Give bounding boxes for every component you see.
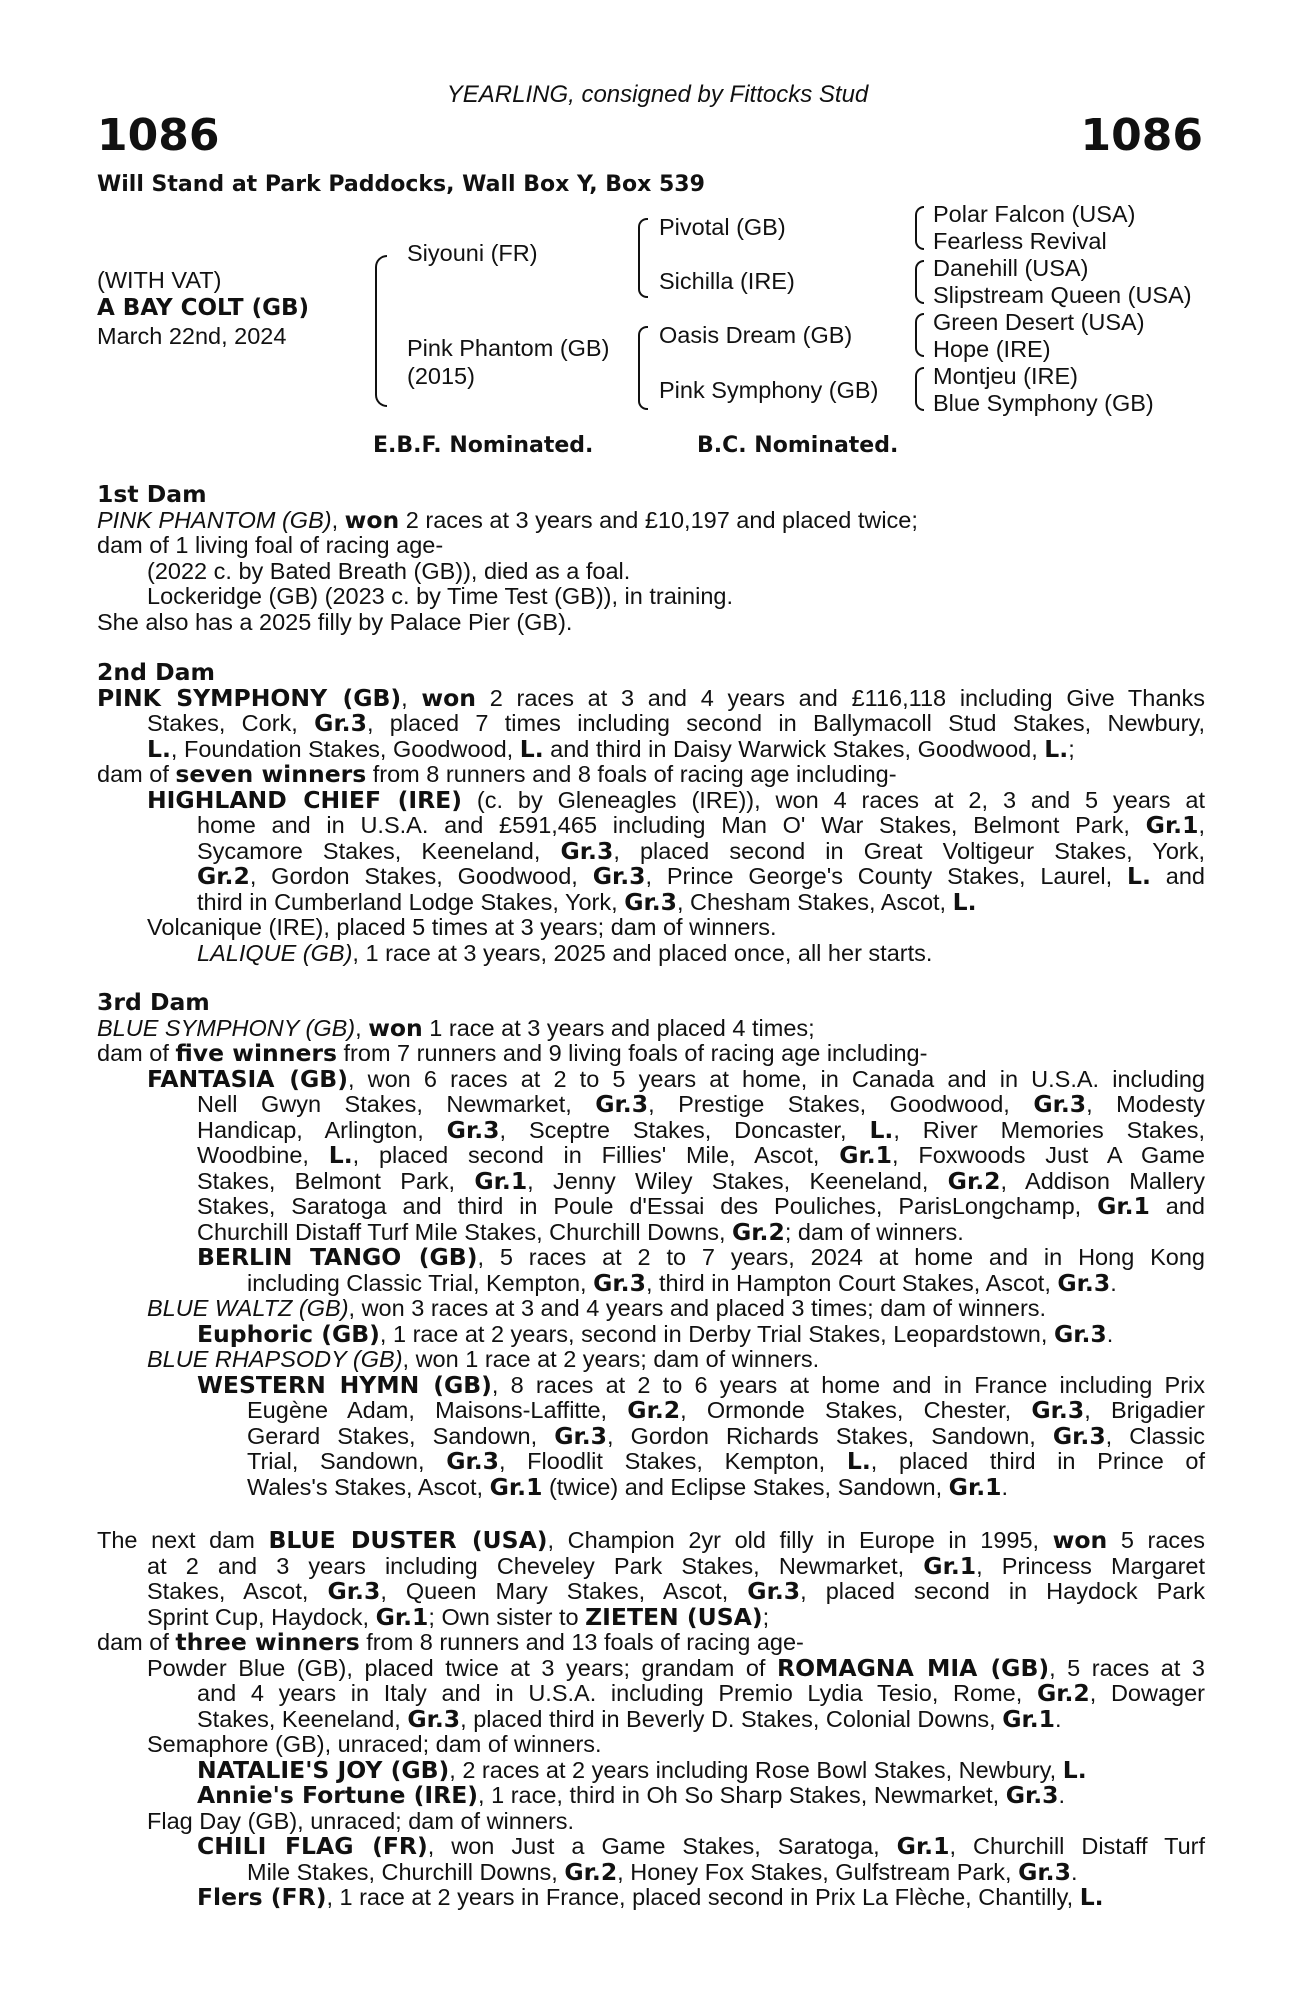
grade-badge: Gr.1 — [839, 1141, 893, 1169]
race-text: , won 1 race at 2 years; dam of winners. — [402, 1346, 820, 1372]
race-text: , 1 race at 3 years, 2025 and placed once, all her starts. — [352, 939, 933, 966]
dam-parents-brace — [638, 326, 648, 410]
winners-count: three winners — [175, 1628, 360, 1656]
race-text: Trial, Sandown, — [247, 1448, 447, 1474]
progeny-name: WESTERN HYMN (GB) — [197, 1370, 492, 1399]
progeny-entry: Volcanique (IRE), placed 5 times at 3 years; dam of winners. — [147, 914, 777, 940]
race-text: . — [1055, 1705, 1062, 1732]
grade-badge: Gr.3 — [314, 709, 367, 737]
race-text: , Princess Margaret — [976, 1552, 1206, 1579]
race-text: home and in U.S.A. and £591,465 including Man O' War Stakes, Belmont Park, — [197, 812, 1146, 838]
race-text: , 1 race at 2 years in France, placed second in Prix La Flèche, Chantilly, — [326, 1884, 1080, 1910]
grade-badge: Gr.3 — [595, 1090, 649, 1118]
progeny-name: ROMAGNA MIA (GB) — [776, 1653, 1050, 1682]
grade-badge: Gr.3 — [592, 862, 646, 890]
horse-name: A BAY COLT (GB) — [97, 295, 310, 321]
race-text: , Foxwoods Just A Game — [892, 1142, 1205, 1168]
grade-badge: Gr.3 — [446, 1115, 500, 1144]
race-text: , Queen Mary Stakes, Ascot, — [380, 1578, 748, 1604]
race-text: Handicap, Arlington, — [197, 1116, 447, 1143]
race-text: third in Cumberland Lodge Stakes, York, — [197, 888, 625, 915]
race-text: and third in Daisy Warwick Stakes, Goodwood, — [543, 735, 1045, 762]
progeny-name: BLUE RHAPSODY (GB) — [147, 1346, 403, 1372]
race-text: , — [1198, 812, 1205, 838]
grade-badge: Gr.1 — [948, 1472, 1002, 1501]
vat-note: (WITH VAT) — [97, 267, 222, 293]
grade-badge: Gr.3 — [446, 1447, 499, 1475]
race-text: Stakes, Ascot, — [147, 1578, 328, 1604]
grade-badge: L. — [846, 1447, 871, 1475]
race-text: ; dam of winners. — [784, 1218, 964, 1245]
race-text: and — [1150, 863, 1205, 889]
race-text: Wales's Stakes, Ascot, — [247, 1473, 490, 1500]
race-record: 1 race at 3 years and placed 4 times; — [422, 1014, 815, 1041]
grade-badge: Gr.1 — [1145, 811, 1199, 839]
grade-badge: Gr.2 — [732, 1217, 785, 1246]
grade-badge: Gr.1 — [1002, 1704, 1056, 1733]
dam-name: PINK PHANTOM (GB) — [97, 506, 332, 533]
produce-text: dam of — [97, 761, 176, 787]
produce-text: from 7 runners and 9 living foals of racing age including- — [336, 1040, 928, 1066]
granddam-dam: Pink Symphony (GB) — [659, 377, 879, 403]
dam-name: BLUE DUSTER (USA) — [268, 1526, 548, 1554]
brace-gen4-3 — [915, 313, 924, 357]
race-text: . — [1106, 1320, 1114, 1347]
grade-badge: Gr.2 — [627, 1396, 681, 1424]
race-text: , placed third in Beverly D. Stakes, Colonial Downs, — [460, 1705, 1003, 1732]
progeny-name: BLUE WALTZ (GB) — [147, 1295, 349, 1321]
section-heading: 2nd Dam — [97, 658, 215, 686]
won-label: won — [368, 1013, 423, 1042]
gen4-8: Blue Symphony (GB) — [933, 390, 1154, 416]
race-text: . — [1110, 1269, 1117, 1296]
race-text: Stakes, Cork, — [147, 710, 315, 736]
grade-badge: Gr.1 — [1097, 1192, 1150, 1220]
brace-gen4-1 — [915, 206, 924, 250]
race-text: , won Just a Game Stakes, Saratoga, — [427, 1833, 897, 1859]
race-text: Sprint Cup, Haydock, — [147, 1603, 376, 1630]
produce-entry: Lockeridge (GB) (2023 c. by Time Test (GB)), in training. — [147, 583, 733, 609]
race-text: , placed third in Prince of — [870, 1448, 1206, 1474]
grade-badge: L. — [1079, 1883, 1104, 1911]
race-text: , Champion 2yr old filly in Europe in 1995, — [547, 1527, 1053, 1553]
race-text: , 1 race, third in Oh So Sharp Stakes, Newmarket, — [478, 1782, 1006, 1808]
produce-intro: dam of 1 living foal of racing age- — [97, 532, 444, 558]
race-text: , Gordon Stakes, Goodwood, — [249, 863, 593, 889]
race-text: at 2 and 3 years including Cheveley Park Stakes, Newmarket, — [147, 1552, 924, 1579]
race-text: , Chesham Stakes, Ascot, — [677, 888, 953, 915]
grade-badge: Gr.3 — [1018, 1857, 1071, 1886]
grade-badge: Gr.3 — [747, 1577, 801, 1605]
winners-count: five winners — [175, 1039, 337, 1067]
gen4-2: Fearless Revival — [933, 228, 1107, 254]
race-text: Nell Gwyn Stakes, Newmarket, — [197, 1091, 596, 1117]
progeny-name: LALIQUE (GB) — [197, 939, 353, 966]
grade-badge: L. — [1127, 862, 1151, 890]
race-text: , Prince George's County Stakes, Laurel, — [645, 863, 1128, 889]
won-label: won — [344, 505, 400, 534]
grade-badge: Gr.1 — [896, 1832, 950, 1860]
progeny-name: CHILI FLAG (FR) — [197, 1832, 428, 1860]
bc-nomination: B.C. Nominated. — [697, 433, 899, 458]
second-dam-section: 2nd Dam PINK SYMPHONY (GB), won 2 races at 3 and 4 years and £116,118 including Give Thanks Stakes, Cork, Gr.3, placed 7 times including second in Ballymacoll Stud Stakes, Newbury, L., Foundation Stakes, Goodwood, L. and third in Daisy Warwick Stakes, Goodwood, L.; dam of seven winners from 8 runners and 8 foals of racing age including- HIGHLAND CHIEF (IRE) (c. by Gleneagles (IRE)), won 4 races at 2, 3 and 5 years at home and in U.S.A. and £591,465 including Man O' War Stakes, Belmont Park, Gr.1, Sycamore Stakes, Keeneland, Gr.3, placed second in Great Voltigeur Stakes, York, Gr.2, Gordon Stakes, Goodwood, Gr.3, Prince George's County Stakes, Laurel, L. and third in Cumberland Lodge Stakes, York, Gr.3, Chesham Stakes, Ascot, L. Volcanique (IRE), placed 5 times at 3 years; dam of winners. LALIQUE (GB), 1 race at 3 years, 2025 and placed once, all her starts. — [97, 658, 1206, 966]
gen4-4: Slipstream Queen (USA) — [933, 282, 1192, 308]
grade-badge: L. — [869, 1115, 894, 1144]
grade-badge: Gr.1 — [489, 1472, 543, 1501]
won-label: won — [421, 683, 476, 712]
lot-number-right: 1086 — [1080, 110, 1203, 161]
grade-badge: Gr.3 — [327, 1577, 381, 1605]
progeny-name: FANTASIA (GB) — [147, 1064, 348, 1093]
grade-badge: L. — [519, 734, 544, 763]
produce-entry: (2022 c. by Bated Breath (GB)), died as a foal. — [147, 557, 631, 584]
race-text: Eugène Adam, Maisons-Laffitte, — [247, 1397, 628, 1423]
race-text: The next dam — [97, 1527, 269, 1553]
race-text: including Classic Trial, Kempton, — [247, 1269, 594, 1296]
produce-text: dam of — [97, 1040, 176, 1066]
grade-badge: Gr.3 — [1052, 1421, 1106, 1450]
race-text: , Dowager — [1089, 1680, 1205, 1706]
race-text: and 4 years in Italy and in U.S.A. including Premio Lydia Tesio, Rome, — [197, 1680, 1037, 1706]
dam-year: (2015) — [407, 363, 475, 389]
race-text: , 1 race at 2 years, second in Derby Trial Stakes, Leopardstown, — [379, 1320, 1054, 1347]
ebf-nomination: E.B.F. Nominated. — [373, 433, 594, 458]
race-text: ; Own sister to — [428, 1603, 586, 1630]
progeny-entry: Flag Day (GB), unraced; dam of winners. — [147, 1807, 575, 1834]
brace-gen4-2 — [915, 260, 924, 304]
dam-name: Pink Phantom (GB) — [407, 335, 610, 361]
race-text: , Foundation Stakes, Goodwood, — [170, 735, 520, 762]
catalogue-subtitle: YEARLING, consigned by Fittocks Stud — [446, 81, 869, 108]
won-label: won — [1052, 1526, 1108, 1554]
lot-number-left: 1086 — [97, 110, 220, 161]
grade-badge: L. — [1044, 734, 1069, 763]
grade-badge: Gr.3 — [554, 1421, 608, 1450]
race-text: and — [1149, 1193, 1205, 1219]
grandsire-sire: Pivotal (GB) — [659, 214, 786, 240]
sire-dam-brace — [375, 255, 387, 407]
race-record: 2 races at 3 years and £10,197 and placed twice; — [399, 506, 918, 533]
race-text: , placed second in Haydock Park — [800, 1578, 1205, 1604]
race-text: , Brigadier — [1084, 1397, 1206, 1423]
race-text: , Addison Mallery — [1000, 1167, 1205, 1194]
race-text: , Modesty — [1086, 1091, 1205, 1117]
gen4-1: Polar Falcon (USA) — [933, 201, 1136, 227]
grade-badge: Gr.3 — [1033, 1090, 1087, 1118]
grade-badge: L. — [1062, 1755, 1087, 1784]
grade-badge: L. — [328, 1141, 353, 1169]
race-text: , third in Hampton Court Stakes, Ascot, — [645, 1269, 1058, 1296]
race-text: , 2 races at 2 years including Rose Bowl Stakes, Newbury, — [449, 1756, 1063, 1783]
grade-badge: Gr.1 — [375, 1602, 429, 1631]
gen4-7: Montjeu (IRE) — [933, 363, 1078, 389]
grade-badge: Gr.3 — [1031, 1396, 1085, 1424]
progeny-name: Annie's Fortune (IRE) — [197, 1781, 479, 1809]
grade-badge: Gr.3 — [593, 1268, 646, 1297]
sire-name: Siyouni (FR) — [407, 240, 538, 266]
progeny-name: Euphoric (GB) — [197, 1319, 380, 1348]
race-text: , placed second in Fillies' Mile, Ascot, — [352, 1142, 840, 1168]
section-heading: 1st Dam — [97, 480, 207, 508]
produce-text: from 8 runners and 8 foals of racing age including- — [366, 761, 897, 787]
race-text: , River Memories Stakes, — [893, 1116, 1206, 1143]
race-text: , Prestige Stakes, Goodwood, — [648, 1091, 1034, 1117]
race-text: (twice) and Eclipse Stakes, Sandown, — [542, 1473, 949, 1500]
race-text: , 5 races at 3 — [1049, 1654, 1205, 1681]
grade-badge: Gr.2 — [947, 1166, 1001, 1195]
grade-badge: Gr.2 — [1036, 1679, 1090, 1707]
grade-badge: Gr.3 — [1005, 1781, 1059, 1809]
produce-note: She also has a 2025 filly by Palace Pier (GB). — [97, 608, 573, 635]
race-record: 2 races at 3 and 4 years and £116,118 including Give Thanks — [476, 684, 1205, 711]
grade-badge: Gr.2 — [197, 862, 250, 890]
section-heading: 3rd Dam — [97, 988, 210, 1016]
race-text: , placed 7 times including second in Ballymacoll Stud Stakes, Newbury, — [366, 710, 1206, 736]
race-text: , Sceptre Stakes, Doncaster, — [499, 1116, 870, 1143]
sibling-name: ZIETEN (USA) — [585, 1602, 763, 1631]
gen4-5: Green Desert (USA) — [933, 309, 1145, 335]
race-text: , Jenny Wiley Stakes, Keeneland, — [527, 1167, 948, 1194]
race-text: Stakes, Belmont Park, — [197, 1167, 475, 1194]
produce-text: from 8 runners and 13 foals of racing age- — [359, 1629, 804, 1655]
grade-badge: Gr.1 — [474, 1166, 528, 1195]
first-dam-section: 1st Dam PINK PHANTOM (GB), won 2 races at 3 years and £10,197 and placed twice; dam of 1 living foal of racing age- (2022 c. by Bated Breath (GB)), died as a foal. Lockeridge (GB) (2023 c. by Time Test (GB)), in training. She also has a 2025 filly by Palace Pier (GB). — [97, 482, 1205, 635]
gen4-3: Danehill (USA) — [933, 255, 1089, 281]
race-text: Stakes, Saratoga and third in Poule d'Essai des Pouliches, ParisLongchamp, — [197, 1193, 1098, 1219]
horse-dob: March 22nd, 2024 — [97, 323, 287, 349]
grade-badge: Gr.3 — [1053, 1319, 1107, 1348]
race-text: Stakes, Keeneland, — [197, 1705, 408, 1732]
race-text: (c. by Gleneagles (IRE)), won 4 races at 2, 3 and 5 years at — [461, 786, 1206, 813]
race-text: , Gordon Richards Stakes, Sandown, — [607, 1422, 1053, 1449]
granddam-sire: Sichilla (IRE) — [659, 268, 795, 294]
race-text: Mile Stakes, Churchill Downs, — [247, 1858, 565, 1885]
race-text: , Classic — [1105, 1422, 1205, 1449]
race-text: , Honey Fox Stakes, Gulfstream Park, — [617, 1858, 1019, 1885]
race-text: ; — [762, 1603, 770, 1630]
grade-badge: Gr.2 — [564, 1857, 618, 1886]
third-dam-section: 3rd Dam BLUE SYMPHONY (GB), won 1 race at 3 years and placed 4 times; dam of five winners from 7 runners and 9 living foals of racing age including- FANTASIA (GB), won 6 races at 2 to 5 years at home, in Canada and in U.S.A. including Nell Gwyn Stakes, Newmarket, Gr.3, Prestige Stakes, Goodwood, Gr.3, Modesty Handicap, Arlington, Gr.3, Sceptre Stakes, Doncaster, L., River Memories Stakes, Woodbine, L., placed second in Fillies' Mile, Ascot, Gr.1, Foxwoods Just A Game Stakes, Belmont Park, Gr.1, Jenny Wiley Stakes, Keeneland, Gr.2, Addison Mallery Stakes, Saratoga and third in Poule d'Essai des Pouliches, ParisLongchamp, Gr.1 and Churchill Distaff Turf Mile Stakes, Churchill Downs, Gr.2; dam of winners. BERLIN TANGO (GB), 5 races at 2 to 7 years, 2024 at home and in Hong Kong including Classic Trial, Kempton, Gr.3, third in Hampton Court Stakes, Ascot, Gr.3. BLUE WALTZ (GB), won 3 races at 3 and 4 years and placed 3 times; dam of winners. Euphoric (GB), 1 race at 2 years, second in Derby Trial Stakes, Leopardstown, Gr.3. BLUE RHAPSODY (GB), won 1 race at 2 years; dam of winners. WESTERN HYMN (GB), 8 races at 2 to 6 years at home and in France including Prix Eugène Adam, Maisons-Laffitte, Gr.2, Ormonde Stakes, Chester, Gr.3, Brigadier Gerard Stakes, Sandown, Gr.3, Gordon Richards Stakes, Sandown, Gr.3, Classic Trial, Sandown, Gr.3, Floodlit Stakes, Kempton, L., placed third in Prince of Wales's Stakes, Ascot, Gr.1 (twice) and Eclipse Stakes, Sandown, Gr.1. — [97, 988, 1206, 1501]
grade-badge: L. — [952, 887, 977, 916]
race-text: , Ormonde Stakes, Chester, — [680, 1397, 1032, 1423]
grade-badge: Gr.3 — [560, 836, 614, 865]
dam-name: BLUE SYMPHONY (GB) — [97, 1014, 356, 1041]
race-text: Woodbine, — [197, 1142, 329, 1168]
race-text: , won 6 races at 2 to 5 years at home, in Canada and in U.S.A. including — [347, 1065, 1205, 1092]
progeny-name: HIGHLAND CHIEF (IRE) — [147, 785, 462, 814]
race-text: Sycamore Stakes, Keeneland, — [197, 837, 561, 864]
race-text: 5 races — [1107, 1527, 1206, 1553]
progeny-name: Flers (FR) — [197, 1883, 327, 1911]
sire-parents-brace — [638, 218, 648, 298]
dam-name: PINK SYMPHONY (GB) — [97, 683, 402, 712]
race-text: , Floodlit Stakes, Kempton, — [499, 1448, 847, 1474]
progeny-name: NATALIE'S JOY (GB) — [197, 1755, 450, 1784]
grandsire-dam: Oasis Dream (GB) — [659, 322, 853, 348]
race-text: , won 3 races at 3 and 4 years and placed 3 times; dam of winners. — [348, 1295, 1047, 1321]
race-text: . — [1001, 1473, 1009, 1500]
grade-badge: Gr.3 — [1057, 1268, 1111, 1297]
brace-gen4-4 — [915, 367, 924, 411]
stand-location: Will Stand at Park Paddocks, Wall Box Y, Box 539 — [97, 172, 705, 197]
race-text: ; — [1068, 735, 1075, 762]
winners-count: seven winners — [175, 760, 367, 788]
grade-badge: Gr.1 — [923, 1551, 977, 1580]
race-text: , 5 races at 2 to 7 years, 2024 at home and in Hong Kong — [477, 1244, 1205, 1270]
race-text: Gerard Stakes, Sandown, — [247, 1422, 555, 1449]
progeny-name: BERLIN TANGO (GB) — [197, 1243, 478, 1271]
race-text: , Churchill Distaff Turf — [949, 1833, 1205, 1859]
produce-text: dam of — [97, 1629, 176, 1655]
race-text: , placed second in Great Voltigeur Stakes, York, — [613, 837, 1206, 864]
grade-badge: L. — [147, 734, 171, 763]
next-dam-section: The next dam BLUE DUSTER (USA), Champion 2yr old filly in Europe in 1995, won 5 races at 2 and 3 years including Cheveley Park Stakes, Newmarket, Gr.1, Princess Margaret Stakes, Ascot, Gr.3, Queen Mary Stakes, Ascot, Gr.3, placed second in Haydock Park Sprint Cup, Haydock, Gr.1; Own sister to ZIETEN (USA); dam of three winners from 8 runners and 13 foals of racing age- Powder Blue (GB), placed twice at 3 years; grandam of ROMAGNA MIA (GB), 5 races at 3 and 4 years in Italy and in U.S.A. including Premio Lydia Tesio, Rome, Gr.2, Dowager Stakes, Keeneland, Gr.3, placed third in Beverly D. Stakes, Colonial Downs, Gr.1. Semaphore (GB), unraced; dam of winners. NATALIE'S JOY (GB), 2 races at 2 years including Rose Bowl Stakes, Newbury, L. Annie's Fortune (IRE), 1 race, third in Oh So Sharp Stakes, Newmarket, Gr.3. Flag Day (GB), unraced; dam of winners. CHILI FLAG (FR), won Just a Game Stakes, Saratoga, Gr.1, Churchill Distaff Turf Mile Stakes, Churchill Downs, Gr.2, Honey Fox Stakes, Gulfstream Park, Gr.3. Flers (FR), 1 race at 2 years in France, placed second in Prix La Flèche, Chantilly, L. — [97, 1526, 1206, 1911]
progeny-entry: Semaphore (GB), unraced; dam of winners. — [147, 1731, 602, 1757]
race-text: , 8 races at 2 to 6 years at home and in France including Prix — [491, 1371, 1206, 1398]
gen4-6: Hope (IRE) — [933, 336, 1051, 362]
race-text: Churchill Distaff Turf Mile Stakes, Churchill Downs, — [197, 1218, 733, 1245]
progeny-entry: Powder Blue (GB), placed twice at 3 years; grandam of — [147, 1654, 777, 1681]
grade-badge: Gr.3 — [407, 1704, 461, 1733]
grade-badge: Gr.3 — [624, 887, 677, 916]
